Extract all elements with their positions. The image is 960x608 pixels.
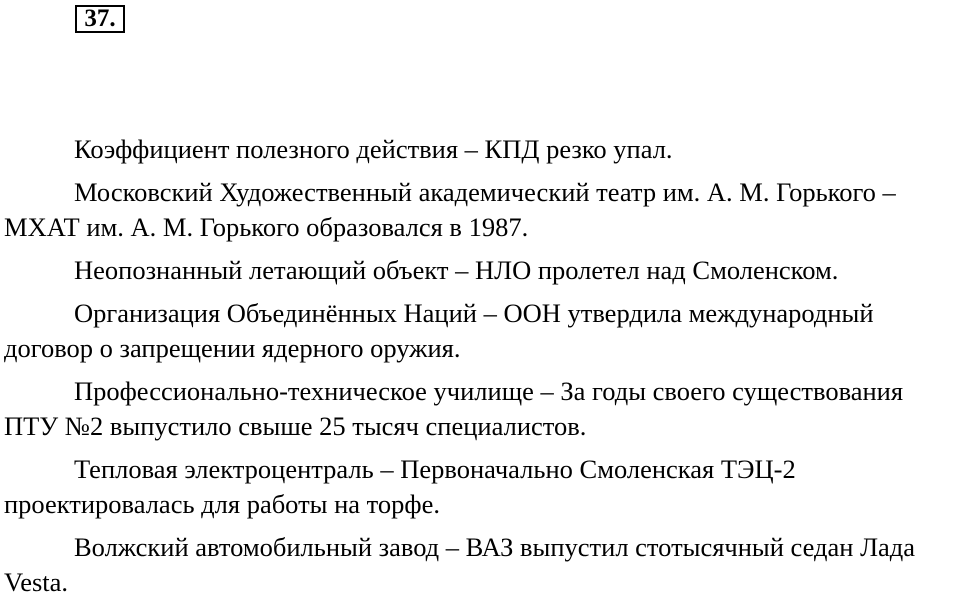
paragraph-mhat: Московский Художественный академический театр им. А. М. Горького – МХАТ им. А. М. Горького образовался в 1987. bbox=[4, 177, 896, 242]
paragraph-kpd: Коэффициент полезного действия – КПД резко упал. bbox=[74, 134, 673, 164]
exercise-text bbox=[4, 132, 956, 608]
paragraph-nlo: Неопознанный летающий объект – НЛО пролетел над Смоленском. bbox=[74, 255, 839, 285]
exercise-number: 37. bbox=[75, 5, 125, 33]
paragraph-vaz: Волжский автомобильный завод – ВАЗ выпустил стотысячный седан Лада Vesta. bbox=[4, 532, 916, 597]
paragraph-oon: Организация Объединённых Наций – ООН утвердила международный договор о запрещении ядерного оружия. bbox=[4, 298, 874, 363]
paragraph-ptu: Профессионально-техническое училище – За годы своего существования ПТУ №2 выпустило свыше 25 тысяч специалистов. bbox=[4, 376, 904, 441]
paragraph-tec: Тепловая электроцентраль – Первоначально Смоленская ТЭЦ-2 проектировалась для работы на торфе. bbox=[4, 454, 796, 519]
